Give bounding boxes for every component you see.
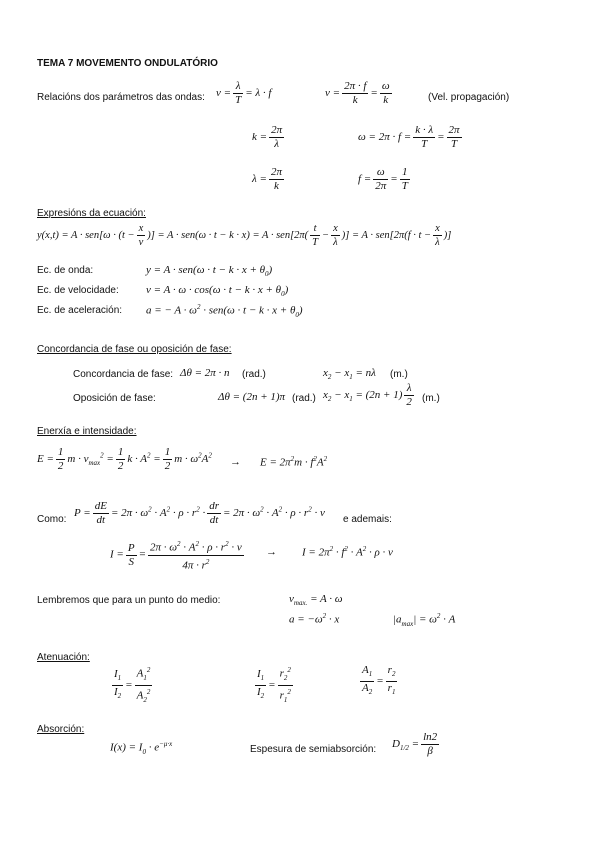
label-opposition: Oposición de fase: — [73, 393, 156, 404]
formula-k: k = $\frac{2\pi}{\lambda}$ — [252, 124, 283, 150]
arrow-intensity: → — [266, 546, 277, 558]
vel-propagation-note: (Vel. propagación) — [428, 92, 510, 103]
formula-f: f = $\frac{\omega}{2\pi}$ = $\frac{1}{T}$ — [358, 166, 408, 192]
formula-half-absorption: $D_{1/2}$ = $\frac{\ln 2}{\beta}$ — [392, 731, 438, 757]
label-acceleration-eq: Ec. de aceleración: — [37, 305, 123, 316]
formula-wave-eq: $y = A \cdot sen(\omega \cdot t - k \cdot x + \theta_0)$ — [146, 264, 273, 279]
formula-power: P = $\frac{dE}{dt}$ = $2\pi \cdot \omega^2 \cdot A^2 \cdot \rho \cdot r^2$ · $\frac{dr}{dt}$ = $2\pi \cdot \omega^2 \cdot A^2 \cdot \rho \cdot r^2 \cdot v$ — [74, 500, 325, 526]
formula-velocity-eq: $v = A \cdot \omega \cdot \cos(\omega \cdot t - k \cdot x + \theta_0)$ — [146, 284, 289, 299]
formula-intensity: I = $\frac{P}{S}$ = $\frac{2\pi \cdot \omega^2 \cdot A^2 \cdot \rho \cdot r^2 \cdot v}{4\pi \cdot r^2}$ — [110, 540, 242, 572]
formula-concordance-x: $x_2 - x_1 = n\lambda$ — [323, 367, 376, 382]
formula-intensity-result: $I = 2\pi^2 \cdot f^2 \cdot A^2 \cdot \rho \cdot v$ — [302, 545, 393, 559]
opposition-rad: (rad.) — [292, 393, 316, 404]
label-wave-eq: Ec. de onda: — [37, 265, 94, 276]
formula-v-omega-k: v = $\frac{2\pi \cdot f}{k}$ = $\frac{\omega}{k}$ — [325, 80, 390, 106]
formula-amax: $a = -\omega^2 \cdot x$ — [289, 612, 340, 626]
remember-text: Lembremos que para un punto do medio: — [37, 595, 221, 606]
formula-attenuation-3: $\frac{A_1}{A_2}$ = $\frac{r_2}{r_1}$ — [362, 664, 396, 697]
formula-energy: E = $\frac{1}{2}$ $m \cdot v_{max}^2$ = $\frac{1}{2}$ $k \cdot A^2$ = $\frac{1}{2}$ $m \cdot \omega^2A^2$ — [37, 446, 212, 472]
formula-attenuation-2: $\frac{I_1}{I_2}$ = $\frac{r_2^2}{r_1^2}$ — [257, 666, 291, 704]
section-energy: Enerxía e intensidade: — [37, 426, 137, 437]
formula-wave-expressions: y(x,t) = A · sen[ω · (t − $\frac{x}{v}$ )] = A · sen(ω · t − k · x) = A · sen[2π( $\frac{t}{T}$ − $\frac{x}{\lambda}$ )] = A · sen[2π(f · t − $\frac{x}{\lambda}$ )] — [37, 223, 452, 248]
label-como: Como: — [37, 514, 67, 525]
concordance-rad: (rad.) — [242, 369, 266, 380]
formula-lambda: λ = $\frac{2\pi}{k}$ — [252, 166, 282, 192]
arrow-energy: → — [230, 456, 241, 468]
formula-v-lambda-t: v = $\frac{\lambda}{T}$ = λ · f — [216, 80, 272, 106]
formula-amax-abs: $|a_{max}| = \omega^2 \cdot A$ — [393, 612, 456, 628]
formula-omega: ω = 2π · f = $\frac{k \cdot \lambda}{T}$ = $\frac{2\pi}{T}$ — [358, 124, 460, 150]
section-attenuation: Atenuación: — [37, 652, 90, 663]
relations-label: Relacións dos parámetros das ondas: — [37, 92, 205, 103]
formula-opposition: Δθ = (2n + 1)π — [218, 391, 286, 403]
page-title: TEMA 7 MOVEMENTO ONDULATÓRIO — [37, 58, 218, 69]
formula-vmax: $v_{max.} = A \cdot \omega$ — [289, 593, 343, 608]
formula-concordance: Δθ = 2π · n — [180, 367, 230, 379]
label-half-absorption: Espesura de semiabsorción: — [250, 744, 377, 755]
section-phase: Concordancia de fase ou oposición de fase: — [37, 344, 232, 355]
concordance-m: (m.) — [390, 369, 408, 380]
label-velocity-eq: Ec. de velocidade: — [37, 285, 119, 296]
formula-acceleration-eq: a = − $A \cdot \omega^2 \cdot sen(\omega \cdot t - k \cdot x + \theta_0)$ — [146, 303, 303, 319]
formula-attenuation-1: $\frac{I_1}{I_2}$ = $\frac{A_1^2}{A_2^2}$ — [114, 666, 151, 704]
formula-energy-result: $E = 2\pi^2m \cdot f^2A^2$ — [260, 455, 328, 469]
section-equation: Expresións da ecuación: — [37, 208, 146, 219]
formula-opposition-x: $x_2 - x_1 = (2n + 1)$ $\frac{\lambda}{2}$ — [323, 382, 412, 408]
formula-absorption: $I(x) = I_0 \cdot e^{-\mu\cdot x}$ — [110, 740, 173, 756]
opposition-m: (m.) — [422, 393, 440, 404]
label-ademais: e ademais: — [343, 514, 392, 525]
section-absorption: Absorción: — [37, 724, 85, 735]
label-concordance: Concordancia de fase: — [73, 369, 174, 380]
